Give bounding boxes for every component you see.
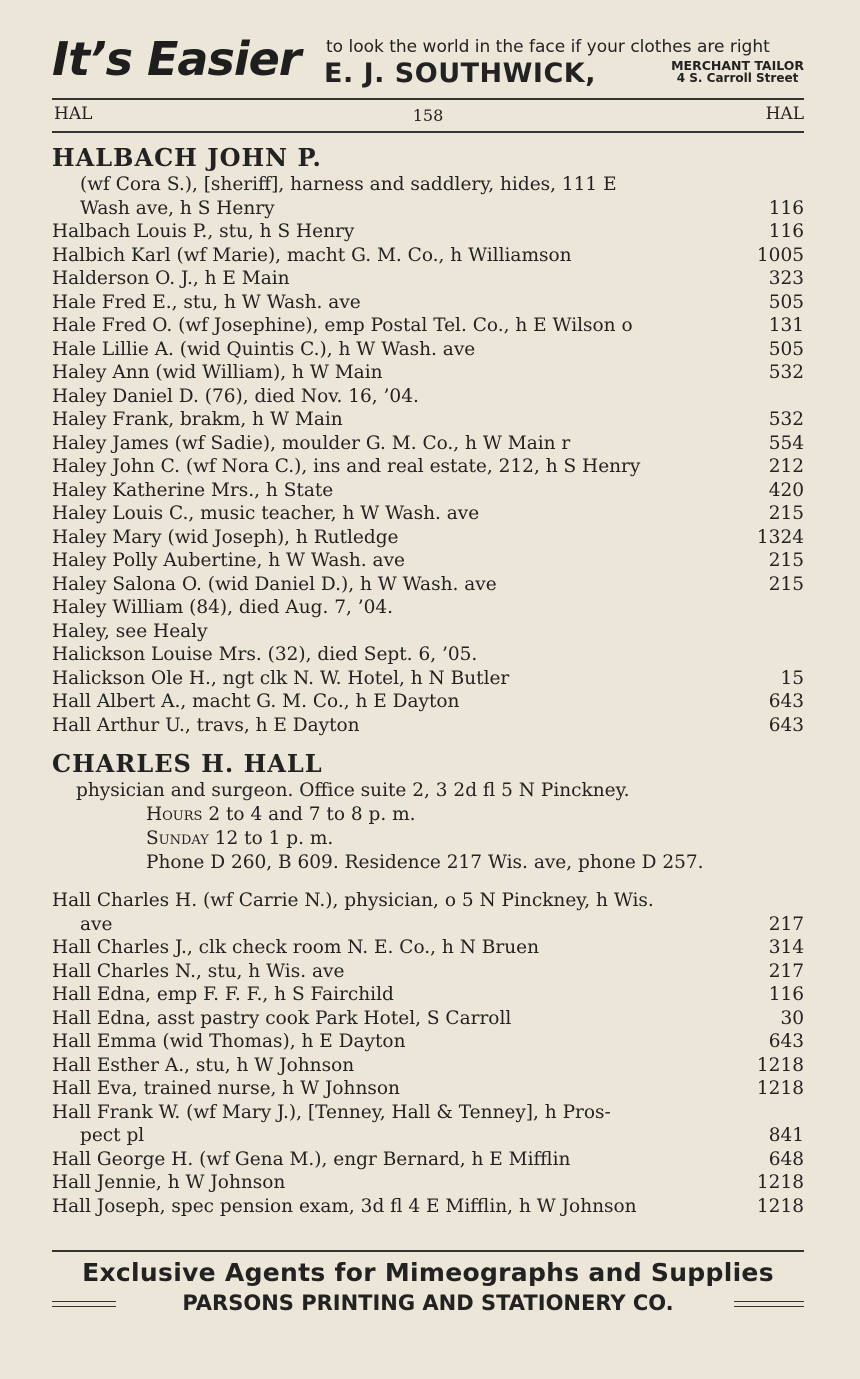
entry-house-number: 554 xyxy=(768,432,804,454)
entry-text: Haley Ann (wid William), h W Main xyxy=(52,362,383,383)
entry-house-number: 643 xyxy=(768,714,804,736)
entry-line xyxy=(52,667,804,691)
entry-heading-halbach: HALBACH JOHN P. xyxy=(52,143,322,172)
entry-text: Haley Daniel D. (76), died Nov. 16, ’04. xyxy=(52,385,419,407)
entry-line: Hall Charles H. (wf Carrie N.), physician, o 5 N Pinckney, h Wis. xyxy=(52,890,654,911)
entry-line: pect pl 841 xyxy=(80,1125,804,1146)
footer-rule xyxy=(52,1250,804,1252)
footer-ad-line2 xyxy=(52,1291,804,1317)
ad-business-name: E. J. SOUTHWICK, xyxy=(324,58,596,89)
entry-line: (wf Cora S.), [sheriff], harness and saddlery, hides, 111 E xyxy=(80,174,617,195)
entry-house-number: 217 xyxy=(768,960,804,982)
entry-line xyxy=(52,526,804,550)
entry-text: Hall Eva, trained nurse, h W Johnson xyxy=(52,1078,400,1099)
running-head-left: HAL xyxy=(54,104,93,124)
entry-line xyxy=(52,1195,804,1219)
entry-line xyxy=(52,573,804,597)
entry-house-number: 532 xyxy=(768,362,804,383)
entry-line xyxy=(52,596,804,620)
entry-house-number: 215 xyxy=(768,503,804,524)
entry-line xyxy=(52,714,804,738)
entry-line: Wash ave, h S Henry 116 xyxy=(80,197,804,219)
entry-line xyxy=(52,690,804,714)
entry-list-halbach-hall xyxy=(52,220,804,737)
card-phone: Phone D 260, B 609. Residence 217 Wis. ave, phone D 257. xyxy=(146,852,704,873)
entry-line xyxy=(52,455,804,479)
entry-line xyxy=(52,1077,804,1101)
entry-text: Haley Salona O. (wid Daniel D.), h W Wash. ave xyxy=(52,573,497,595)
ad-tailor-block xyxy=(671,59,804,85)
entry-text: Halderson O. J., h E Main xyxy=(52,268,290,289)
ad-tagline: to look the world in the face if your clothes are right xyxy=(326,37,770,57)
directory-listing xyxy=(52,143,804,1218)
entry-list-hall-b xyxy=(52,1148,804,1219)
entry-line: ave 217 xyxy=(80,913,804,935)
entry-house-number: 532 xyxy=(768,409,804,430)
running-head xyxy=(52,104,804,130)
entry-text: Halbich Karl (wf Marie), macht G. M. Co., h Williamson xyxy=(52,244,572,266)
entry-line xyxy=(52,620,804,644)
footer-ad-line1: Exclusive Agents for Mimeographs and Supplies xyxy=(82,1258,774,1287)
entry-house-number: 116 xyxy=(768,221,804,242)
entry-line xyxy=(52,549,804,573)
entry-text: Haley Katherine Mrs., h State xyxy=(52,479,334,501)
entry-text: Hall Charles J., clk check room N. E. Co., h N Bruen xyxy=(52,937,539,958)
entry-text: Haley John C. (wf Nora C.), ins and real estate, 212, h S Henry xyxy=(52,456,641,477)
entry-line xyxy=(52,1148,804,1172)
entry-house-number: 212 xyxy=(768,456,804,477)
entry-text: Halickson Ole H., ngt clk N. W. Hotel, h N Butler xyxy=(52,667,510,689)
entry-text: Hall George H. (wf Gena M.), engr Bernard, h E Mifflin xyxy=(52,1148,571,1170)
entry-line xyxy=(52,267,804,291)
entry-line xyxy=(52,244,804,268)
entry-house-number: 643 xyxy=(768,1031,804,1052)
running-head-right: HAL xyxy=(765,104,804,124)
entry-line xyxy=(52,983,804,1007)
entry-line xyxy=(52,1171,804,1195)
entry-line xyxy=(52,408,804,432)
entry-house-number: 15 xyxy=(780,667,804,689)
entry-house-number: 505 xyxy=(768,338,804,360)
entry-house-number: 215 xyxy=(768,573,804,595)
page-number: 158 xyxy=(412,106,444,125)
entry-line xyxy=(52,936,804,960)
header-rule xyxy=(52,131,804,133)
top-advertisement xyxy=(52,32,804,96)
double-rule-right xyxy=(734,1301,804,1307)
entry-text: Hall Esther A., stu, h W Johnson xyxy=(52,1054,355,1076)
entry-text: Hall Emma (wid Thomas), h E Dayton xyxy=(52,1031,406,1052)
entry-house-number: 1218 xyxy=(756,1172,804,1193)
entry-text: Hall Charles N., stu, h Wis. ave xyxy=(52,960,345,982)
entry-text: Hall Edna, asst pastry cook Park Hotel, S Carroll xyxy=(52,1007,512,1029)
card-heading: CHARLES H. HALL xyxy=(52,749,323,778)
entry-text: Halbach Louis P., stu, h S Henry xyxy=(52,221,355,242)
entry-line xyxy=(52,502,804,526)
ad-tailor-title: MERCHANT TAILOR xyxy=(671,58,804,73)
entry-text: Hall Joseph, spec pension exam, 3d fl 4 E Mifflin, h W Johnson xyxy=(52,1195,637,1217)
entry-text: Haley Frank, brakm, h W Main xyxy=(52,409,343,430)
top-rule xyxy=(52,98,804,100)
entry-text: Hale Fred O. (wf Josephine), emp Postal Tel. Co., h E Wilson o xyxy=(52,315,633,336)
entry-text: Haley James (wf Sadie), moulder G. M. Co., h W Main r xyxy=(52,432,571,454)
entry-house-number: 648 xyxy=(768,1148,804,1170)
entry-line xyxy=(52,1007,804,1031)
entry-house-number: 116 xyxy=(768,984,804,1005)
entry-line xyxy=(52,1030,804,1054)
ad-tailor-address: 4 S. Carroll Street xyxy=(676,71,799,86)
entry-text: Haley Louis C., music teacher, h W Wash. ave xyxy=(52,503,480,524)
footer-company-name: PARSONS PRINTING AND STATIONERY CO. xyxy=(182,1291,674,1315)
entry-text: Hall Arthur U., travs, h E Dayton xyxy=(52,714,360,736)
entry-text: Haley Mary (wid Joseph), h Rutledge xyxy=(52,526,399,548)
card-description: physician and surgeon. Office suite 2, 3 2d fl 5 N Pinckney. xyxy=(76,780,630,801)
entry-house-number: 420 xyxy=(768,479,804,501)
entry-house-number: 1005 xyxy=(756,244,804,266)
entry-line xyxy=(52,960,804,984)
entry-line: Hall Frank W. (wf Mary J.), [Tenney, Hall & Tenney], h Pros- xyxy=(52,1101,611,1123)
entry-house-number: 314 xyxy=(768,937,804,958)
entry-text: Hall Jennie, h W Johnson xyxy=(52,1172,286,1193)
entry-house-number: 215 xyxy=(768,550,804,571)
entry-house-number: 1324 xyxy=(756,526,804,548)
entry-house-number: 505 xyxy=(768,291,804,313)
entry-house-number: 131 xyxy=(768,315,804,336)
entry-text: Halickson Louise Mrs. (32), died Sept. 6, ’05. xyxy=(52,644,478,665)
entry-text: Haley William (84), died Aug. 7, ’04. xyxy=(52,597,394,618)
entry-line xyxy=(52,1054,804,1078)
entry-line xyxy=(52,314,804,338)
entry-line xyxy=(52,385,804,409)
entry-line xyxy=(52,361,804,385)
entry-text: Haley, see Healy xyxy=(52,620,208,642)
entry-text: Haley Polly Aubertine, h W Wash. ave xyxy=(52,550,405,571)
ad-slogan: It’s Easier xyxy=(52,32,301,86)
entry-text: Hale Lillie A. (wid Quintis C.), h W Wash. ave xyxy=(52,338,476,360)
card-sunday: Sunday 12 to 1 p. m. xyxy=(146,828,334,849)
entry-house-number: 1218 xyxy=(756,1078,804,1099)
entry-text: Hall Albert A., macht G. M. Co., h E Dayton xyxy=(52,691,460,712)
entry-house-number: 1218 xyxy=(756,1054,804,1076)
entry-line xyxy=(52,338,804,362)
card-hours: Hours 2 to 4 and 7 to 8 p. m. xyxy=(146,804,416,825)
entry-line xyxy=(52,643,804,667)
entry-line xyxy=(52,220,804,244)
entry-line xyxy=(52,291,804,315)
entry-house-number: 30 xyxy=(780,1007,804,1029)
entry-text: Hale Fred E., stu, h W Wash. ave xyxy=(52,291,361,313)
entry-line xyxy=(52,479,804,503)
entry-house-number: 323 xyxy=(768,268,804,289)
entry-house-number: 643 xyxy=(768,691,804,712)
entry-house-number: 1218 xyxy=(756,1195,804,1217)
business-card-hall xyxy=(52,749,804,875)
entry-line xyxy=(52,432,804,456)
entry-list-hall-a xyxy=(52,936,804,1101)
entry-text: Hall Edna, emp F. F. F., h S Fairchild xyxy=(52,984,394,1005)
